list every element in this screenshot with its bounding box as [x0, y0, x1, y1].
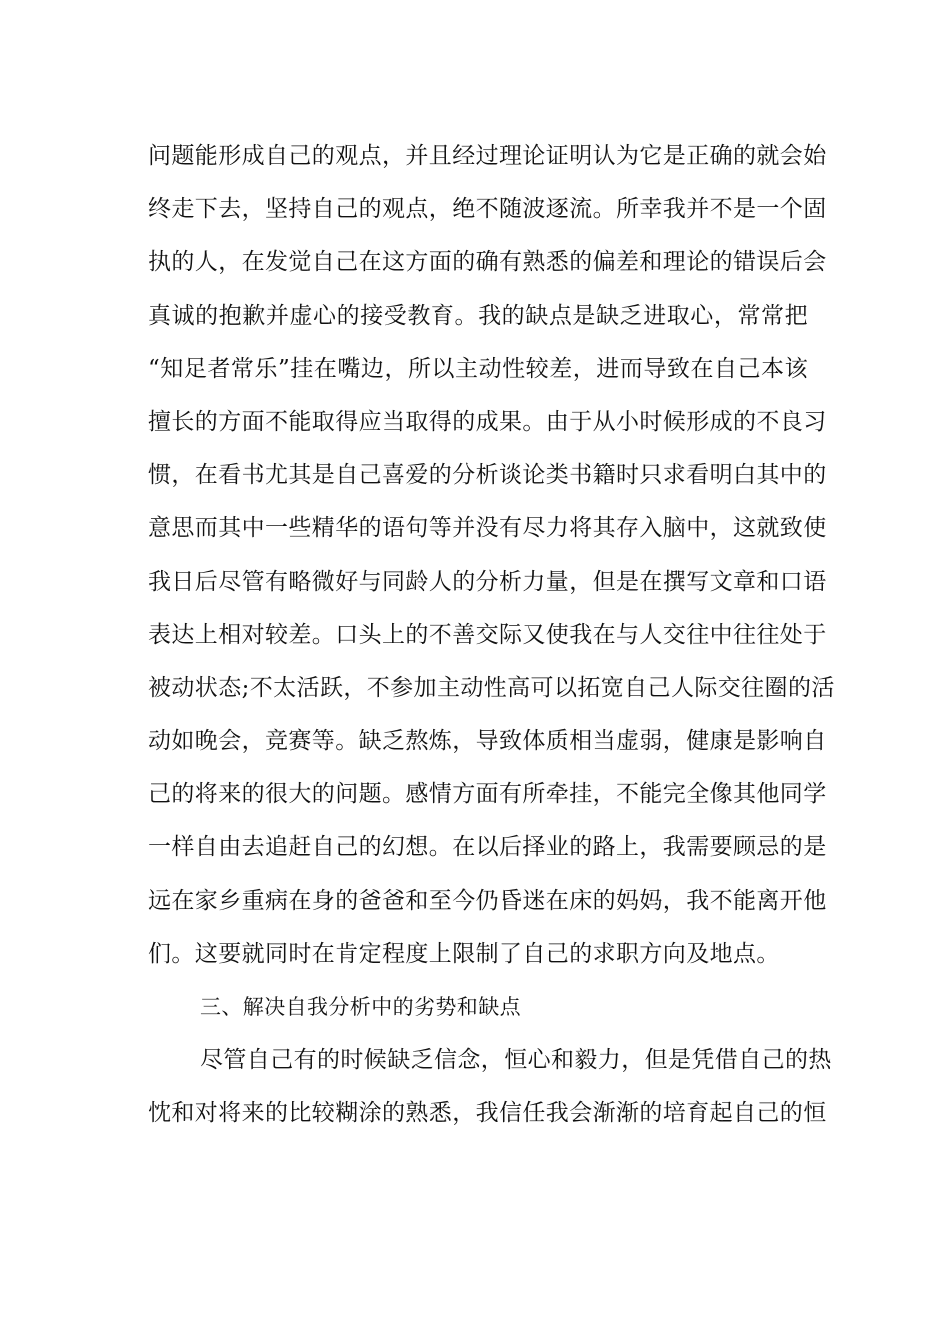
paragraph-line: 问题能形成自己的观点，并且经过理论证明认为它是正确的就会始	[148, 143, 827, 169]
paragraph-line: 意思而其中一些精华的语句等并没有尽力将其存入脑中，这就致使	[148, 515, 827, 542]
paragraph-line: 忱和对将来的比较糊涂的熟悉，我信任我会渐渐的培育起自己的恒	[148, 1100, 827, 1127]
paragraph-line: 真诚的抱歉并虚心的接受教育。我的缺点是缺乏进取心，常常把	[148, 302, 808, 329]
paragraph-line: 动如晚会，竞赛等。缺乏熬炼，导致体质相当虚弱，健康是影响自	[148, 728, 827, 755]
paragraph-line: 我日后尽管有略微好与同龄人的分析力量，但是在撰写文章和口语	[148, 568, 827, 595]
paragraph-line: 终走下去，坚持自己的观点，绝不随波逐流。所幸我并不是一个固	[148, 196, 827, 223]
paragraph-last-line: 们。这要就同时在肯定程度上限制了自己的求职方向及地点。	[148, 940, 780, 967]
section-heading: 三、解决自我分析中的劣势和缺点	[200, 995, 521, 1019]
paragraph-line: 尽管自己有的时候缺乏信念，恒心和毅力，但是凭借自己的热	[200, 1047, 832, 1074]
paragraph-line: “知足者常乐”挂在嘴边，所以主动性较差，进而导致在自己本该	[148, 355, 808, 382]
paragraph-line: 表达上相对较差。口头上的不善交际又使我在与人交往中往往处于	[148, 621, 827, 648]
paragraph-line: 擅长的方面不能取得应当取得的成果。由于从小时候形成的不良习	[148, 408, 827, 435]
paragraph-line: 被动状态;不太活跃，不参加主动性高可以拓宽自己人际交往圈的活	[148, 674, 835, 701]
paragraph-line: 惯，在看书尤其是自己喜爱的分析谈论类书籍时只求看明白其中的	[148, 462, 827, 489]
paragraph-line: 远在家乡重病在身的爸爸和至今仍昏迷在床的妈妈，我不能离开他	[148, 887, 827, 914]
paragraph-line: 一样自由去追赶自己的幻想。在以后择业的路上，我需要顾忌的是	[148, 834, 827, 861]
paragraph-line: 己的将来的很大的问题。感情方面有所牵挂，不能完全像其他同学	[148, 781, 827, 808]
paragraph-line: 执的人，在发觉自己在这方面的确有熟悉的偏差和理论的错误后会	[148, 249, 827, 276]
document-body	[148, 130, 835, 1141]
